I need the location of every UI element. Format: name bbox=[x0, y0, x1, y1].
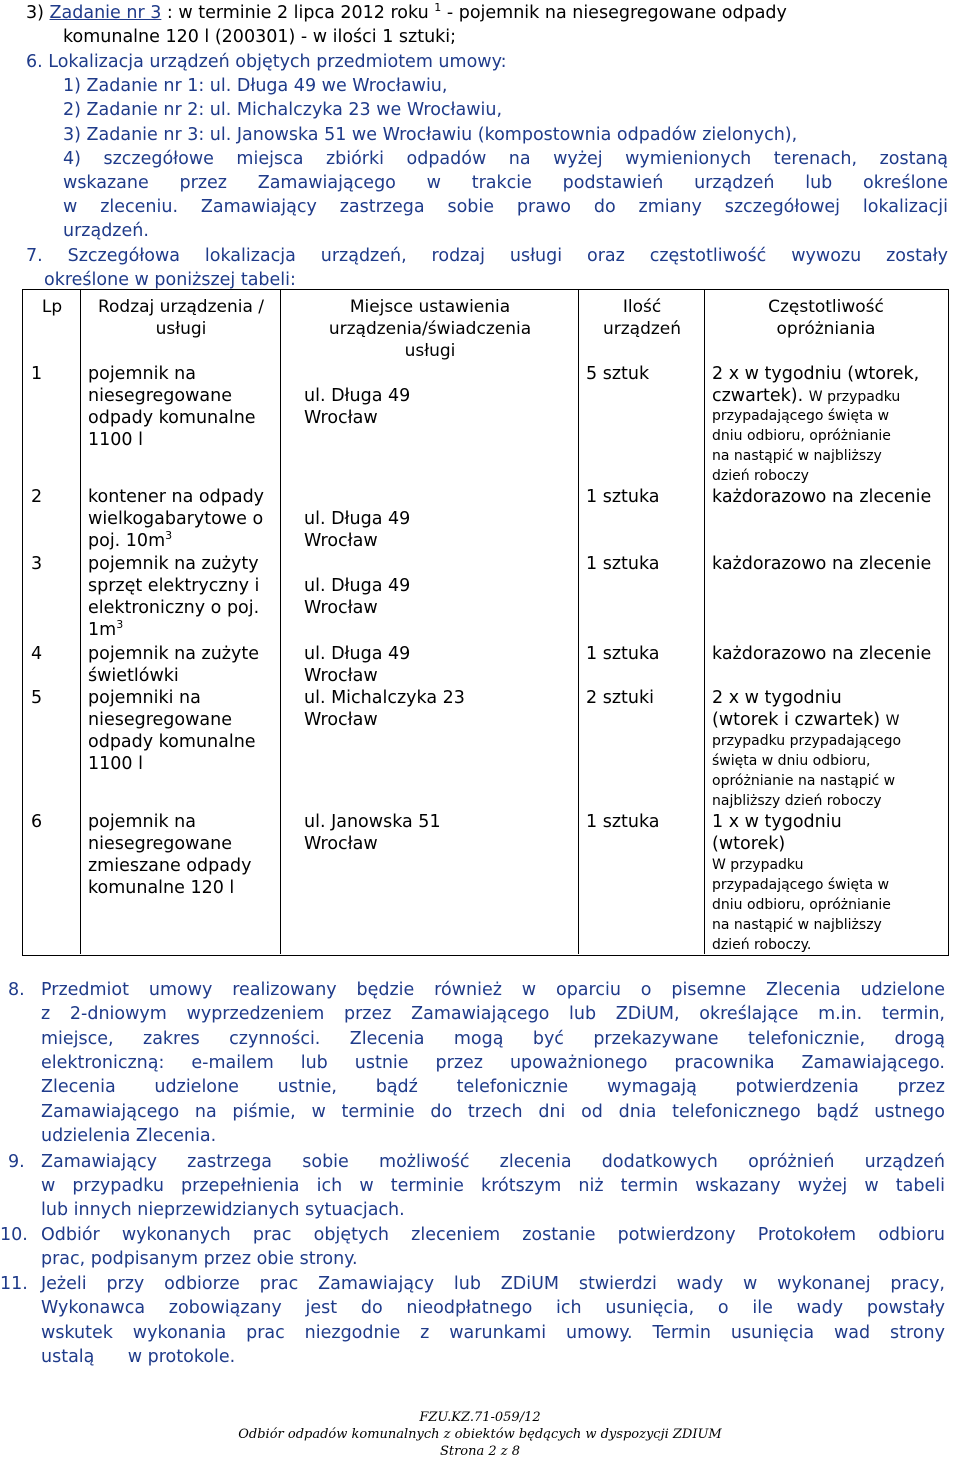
row-3-miejsce: ul. Długa 49 Wrocław bbox=[304, 576, 411, 618]
row-6-czestotliwosc-note: W przypadku przypadającego święta w dniu odbioru, opróżnianie na nastąpić w najbliższy dzień roboczy. bbox=[712, 857, 891, 953]
row-5-czestotliwosc-note: przypadku przypadającego święta w dniu odbioru, opróżnianie na nastąpić w najbliższy dzień roboczy bbox=[712, 733, 902, 809]
location-1: 1) Zadanie nr 1: ul. Długa 49 we Wrocławiu, bbox=[63, 76, 448, 96]
point-8-number: 8. bbox=[8, 980, 25, 1000]
point-9-line: lub innych nieprzewidzianych sytuacjach. bbox=[41, 1200, 405, 1220]
item-3-line-2: komunalne 120 l (200301) - w ilości 1 sztuki; bbox=[63, 27, 457, 47]
point-11-line: ustalą w protokole. bbox=[41, 1347, 236, 1367]
row-2-ilosc: 1 sztuka bbox=[586, 487, 660, 507]
footer-page-number: Strona 2 z 8 bbox=[439, 1444, 521, 1459]
header-rodzaj: Rodzaj urządzenia / usługi bbox=[97, 297, 265, 339]
point-9-line: Zamawiający zastrzega sobie możliwość zlecenia dodatkowych opróżnień urządzeń bbox=[41, 1152, 945, 1172]
row-4-lp: 4 bbox=[31, 644, 43, 664]
row-1-czestotliwosc-2: czwartek). W przypadku bbox=[712, 386, 901, 406]
point-11-line: wskutek wykonania prac niezgodnie z warunkami umowy. Termin usunięcia wad strony bbox=[41, 1323, 945, 1343]
section-7-line-2: określone w poniższej tabeli: bbox=[44, 270, 296, 290]
row-4-rodzaj: pojemnik na zużyte świetlówki bbox=[88, 644, 259, 686]
row-1-miejsce: ul. Długa 49 Wrocław bbox=[304, 386, 411, 428]
section-6-heading: 6. Lokalizacja urządzeń objętych przedmiotem umowy: bbox=[26, 52, 507, 72]
point-11-line: Wykonawca zobowiązany jest do nieodpłatnego ich usunięcia, o ile wady powstały bbox=[41, 1298, 945, 1318]
row-2-lp: 2 bbox=[31, 487, 43, 507]
header-ilosc: Ilość urządzeń bbox=[602, 297, 682, 339]
row-6-lp: 6 bbox=[31, 812, 43, 832]
point-11-number: 11. bbox=[0, 1274, 28, 1294]
row-3-czestotliwosc: każdorazowo na zlecenie bbox=[712, 554, 932, 574]
point-8-line: miejsce, zakres czynności. Zlecenia mogą być przekazywane telefonicznie, drogą bbox=[41, 1029, 945, 1049]
row-2-rodzaj: kontener na odpady wielkogabarytowe o poj. $10m^3$ bbox=[88, 487, 265, 551]
row-6-miejsce: ul. Janowska 51 Wrocław bbox=[304, 812, 441, 854]
location-4-line-1: 4) szczegółowe miejsca zbiórki odpadów na wyżej wymienionych terenach, zostaną bbox=[63, 149, 948, 169]
location-4-line-3: w zleceniu. Zamawiający zastrzega sobie prawo do zmiany szczegółowej lokalizacji bbox=[63, 197, 948, 217]
row-1-rodzaj: pojemnik na niesegregowane odpady komunalne 1100 l bbox=[88, 364, 256, 450]
row-5-czestotliwosc-2: (wtorek i czwartek) W bbox=[712, 710, 900, 730]
table-divider bbox=[578, 290, 579, 954]
header-miejsce: Miejsce ustawienia urządzenia/świadczenia usługi bbox=[328, 297, 532, 361]
header-lp: Lp bbox=[41, 297, 63, 317]
point-8-line: Zlecenia udzielone ustnie, bądź telefonicznie wymagają potwierdzenia przez bbox=[41, 1077, 945, 1097]
point-9-number: 9. bbox=[8, 1152, 25, 1172]
row-6-ilosc: 1 sztuka bbox=[586, 812, 660, 832]
location-4-line-2: wskazane przez Zamawiającego w trakcie podstawień urządzeń lub określone bbox=[63, 173, 948, 193]
row-1-ilosc: 5 sztuk bbox=[586, 364, 650, 384]
point-9-line: w przypadku przepełnienia ich w terminie krótszym niż termin wskazany wyżej w tabeli bbox=[41, 1176, 945, 1196]
point-10-number: 10. bbox=[0, 1225, 28, 1245]
row-6-rodzaj: pojemnik na niesegregowane zmieszane odpady komunalne 120 l bbox=[88, 812, 252, 898]
point-8-line: elektroniczną: e-mailem lub ustnie przez upoważnionego pracownika Zamawiającego. bbox=[41, 1053, 945, 1073]
table-divider bbox=[704, 290, 705, 954]
location-3: 3) Zadanie nr 3: ul. Janowska 51 we Wrocławiu (kompostownia odpadów zielonych), bbox=[63, 125, 798, 145]
point-10-line: prac, podpisanym przez obie strony. bbox=[41, 1249, 358, 1269]
row-3-rodzaj: pojemnik na zużyty sprzęt elektryczny i elektroniczny o poj. $1m^3$ bbox=[88, 554, 260, 640]
item-3-line: 3) Zadanie nr 3 : w terminie 2 lipca 2012 roku $^1$ - pojemnik na niesegregowane odpady bbox=[26, 1, 787, 23]
table-divider bbox=[80, 290, 81, 954]
row-5-ilosc: 2 sztuki bbox=[586, 688, 654, 708]
row-4-ilosc: 1 sztuka bbox=[586, 644, 660, 664]
point-8-line: Zamawiającego na piśmie, w terminie do trzech dni od dnia telefonicznego bądź ustnego bbox=[41, 1102, 945, 1122]
row-1-lp: 1 bbox=[31, 364, 43, 384]
row-4-czestotliwosc: każdorazowo na zlecenie bbox=[712, 644, 932, 664]
row-1-czestotliwosc-note: przypadającego święta w dniu odbioru, opróżnianie na nastąpić w najbliższy dzień roboczy bbox=[712, 408, 891, 484]
row-2-miejsce: ul. Długa 49 Wrocław bbox=[304, 509, 411, 551]
row-1-czestotliwosc: 2 x w tygodniu (wtorek, bbox=[712, 364, 920, 384]
footer-description: Odbiór odpadów komunalnych z obiektów będących w dyspozycji ZDIUM bbox=[238, 1427, 722, 1442]
row-3-ilosc: 1 sztuka bbox=[586, 554, 660, 574]
location-2: 2) Zadanie nr 2: ul. Michalczyka 23 we Wrocławiu, bbox=[63, 100, 503, 120]
row-5-rodzaj: pojemniki na niesegregowane odpady komunalne 1100 l bbox=[88, 688, 256, 774]
point-10-line: Odbiór wykonanych prac objętych zleceniem zostanie potwierdzony Protokołem odbioru bbox=[41, 1225, 945, 1245]
footer-reference: FZU.KZ.71-059/12 bbox=[419, 1410, 541, 1425]
point-8-line: z 2-dniowym wyprzedzeniem przez Zamawiającego lub ZDiUM, określające m.in. termin, bbox=[41, 1004, 945, 1024]
row-2-czestotliwosc: każdorazowo na zlecenie bbox=[712, 487, 932, 507]
row-5-miejsce: ul. Michalczyka 23 Wrocław bbox=[304, 688, 465, 730]
table-divider bbox=[280, 290, 281, 954]
row-5-lp: 5 bbox=[31, 688, 43, 708]
row-3-lp: 3 bbox=[31, 554, 43, 574]
row-5-czestotliwosc: 2 x w tygodniu bbox=[712, 688, 842, 708]
point-11-line: Jeżeli przy odbiorze prac Zamawiający lub ZDiUM stwierdzi wady w wykonanej pracy, bbox=[41, 1274, 945, 1294]
header-czestotliwosc: Częstotliwość opróżniania bbox=[768, 297, 884, 339]
location-4-line-4: urządzeń. bbox=[63, 221, 149, 241]
point-8-line: Przedmiot umowy realizowany będzie również w oparciu o pisemne Zlecenia udzielone bbox=[41, 980, 945, 1000]
row-4-miejsce: ul. Długa 49 Wrocław bbox=[304, 644, 411, 686]
section-7-line-1: 7. Szczegółowa lokalizacja urządzeń, rodzaj usługi oraz częstotliwość wywozu zostały bbox=[26, 246, 948, 266]
zadanie-3-link[interactable]: Zadanie nr 3 bbox=[49, 3, 162, 23]
row-6-czestotliwosc: 1 x w tygodniu (wtorek) bbox=[712, 812, 842, 854]
point-8-line: udzielenia Zlecenia. bbox=[41, 1126, 217, 1146]
